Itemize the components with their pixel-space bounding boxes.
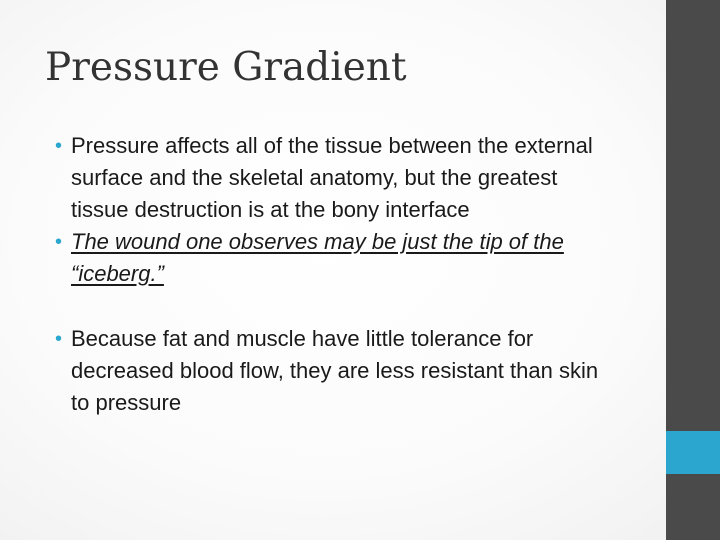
bullet-marker: • — [55, 231, 63, 253]
bullet-item — [55, 130, 615, 226]
bullet-text: Pressure affects all of the tissue between the external surface and the skeletal anatomy, but the greatest tissue destruction is at the bony interface — [71, 133, 593, 222]
bullet-marker: • — [55, 135, 63, 157]
bullet-item — [55, 323, 615, 419]
slide-title: Pressure Gradient — [45, 45, 407, 90]
bullet-list — [55, 130, 615, 419]
bullet-text-emphasized: The wound one observes may be just the tip of the “iceberg.” — [71, 229, 564, 286]
bullet-item — [55, 226, 615, 290]
bullet-marker: • — [55, 328, 63, 350]
bullet-text: Because fat and muscle have little tolerance for decreased blood flow, they are less resistant than skin to pressure — [71, 326, 599, 415]
sidebar-accent-block — [666, 431, 720, 474]
